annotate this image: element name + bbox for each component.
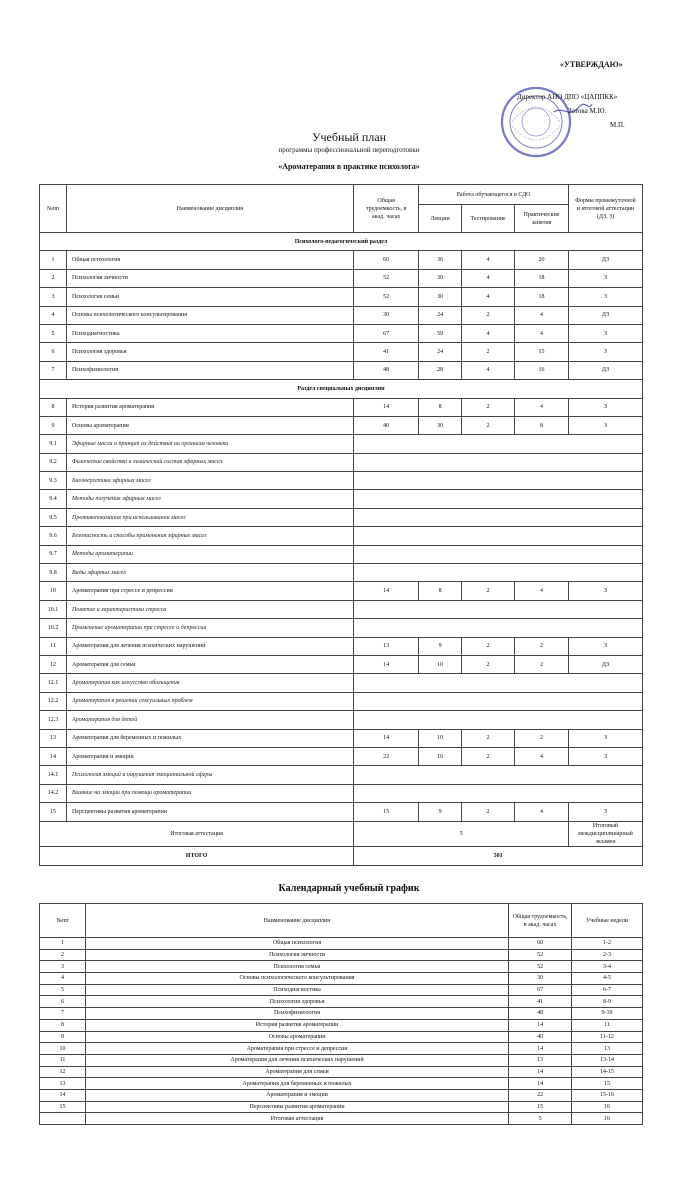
row-num: 9.3: [40, 472, 67, 490]
signature-name: Зотова М.Ю.: [568, 107, 607, 115]
row-practice: 18: [515, 269, 569, 287]
cal-row-name: Психология здоровья: [85, 996, 508, 1008]
cal-row-hours: 13: [509, 1054, 572, 1066]
cal-row-hours: 30: [509, 973, 572, 985]
table-row: [40, 637, 643, 655]
row-num: 9.8: [40, 564, 67, 582]
table-row: [40, 1019, 643, 1031]
cal-row-name: Итоговая аттестация: [85, 1113, 508, 1125]
header-lectures: Лекции: [419, 205, 462, 233]
row-practice: 4: [515, 747, 569, 765]
row-practice: 4: [515, 803, 569, 821]
row-form: З: [568, 416, 642, 434]
row-name: Основы психологического консультирования: [66, 306, 353, 324]
cal-row-hours: 40: [509, 1031, 572, 1043]
row-name: Перспективы развития ароматерапии: [66, 803, 353, 821]
header-hours: Общая трудоемкость, в акад. часах: [354, 185, 419, 233]
row-num: 7: [40, 361, 67, 379]
row-practice: 4: [515, 398, 569, 416]
cal-row-name: Ароматерапия для семьи: [85, 1066, 508, 1078]
cal-row-num: 14: [40, 1089, 86, 1101]
header-forms: Формы промежуточной и итоговой аттестации (ДЗ, З): [568, 185, 642, 233]
program-name: «Ароматерапия в практике психолога»: [278, 162, 420, 171]
cal-row-num: 9: [40, 1031, 86, 1043]
cal-row-num: 15: [40, 1101, 86, 1113]
row-practice: 18: [515, 288, 569, 306]
row-num: 15: [40, 803, 67, 821]
cal-row-name: Психология семьи: [85, 961, 508, 973]
cal-header-weeks: Учебные недели: [572, 904, 643, 938]
row-num: 11: [40, 637, 67, 655]
row-num: 14.1: [40, 766, 67, 784]
row-form: ДЗ: [568, 251, 642, 269]
row-lectures: 10: [419, 655, 462, 673]
row-num: 13: [40, 729, 67, 747]
table-row: [40, 1031, 643, 1043]
header-practice: Практические занятия: [515, 205, 569, 233]
row-testing: 4: [462, 288, 515, 306]
table-row: [40, 996, 643, 1008]
row-name: Психология эмоций и нарушения эмоциональной сферы: [66, 766, 353, 784]
table-row: [40, 1089, 643, 1101]
table-row: [40, 984, 643, 996]
row-form: З: [568, 729, 642, 747]
row-testing: 2: [462, 582, 515, 600]
row-hours: 52: [354, 288, 419, 306]
table-row: [40, 324, 643, 342]
cal-row-name: Перспективы развития ароматерапии: [85, 1101, 508, 1113]
row-num: 10: [40, 582, 67, 600]
cal-row-hours: 41: [509, 996, 572, 1008]
cal-row-weeks: 16: [572, 1101, 643, 1113]
table-row: [40, 619, 643, 637]
header-work: Работа обучающегося в СДО: [419, 185, 569, 205]
cal-row-hours: 15: [509, 1101, 572, 1113]
row-num: 12.1: [40, 674, 67, 692]
row-lectures: 30: [419, 269, 462, 287]
row-form: З: [568, 582, 642, 600]
table-row: [40, 582, 643, 600]
cal-row-weeks: 8-9: [572, 996, 643, 1008]
row-testing: 2: [462, 416, 515, 434]
cal-row-name: Общая психология: [85, 938, 508, 950]
calendar-table: [39, 903, 643, 1125]
row-lectures: 8: [419, 582, 462, 600]
row-num: 8: [40, 398, 67, 416]
row-num: 5: [40, 324, 67, 342]
row-form: З: [568, 803, 642, 821]
row-form: ДЗ: [568, 361, 642, 379]
row-name: Безопасность и способы применения эфирных масел: [66, 527, 353, 545]
cal-row-name: Ароматерапия при стрессе и депрессии: [85, 1043, 508, 1055]
row-num: 2: [40, 269, 67, 287]
cal-row-num: 13: [40, 1078, 86, 1090]
section-psych: [40, 233, 643, 251]
row-name: Биоэнергетика эфирных масел: [66, 472, 353, 490]
cal-row-hours: 14: [509, 1066, 572, 1078]
table-row: [40, 961, 643, 973]
row-testing: 2: [462, 803, 515, 821]
row-name: Методы ароматерапии: [66, 545, 353, 563]
row-testing: 2: [462, 655, 515, 673]
row-practice: 4: [515, 306, 569, 324]
row-testing: 4: [462, 361, 515, 379]
row-name: Методы получения эфирных масел: [66, 490, 353, 508]
row-num: 9.5: [40, 508, 67, 526]
row-hours: 30: [354, 306, 419, 324]
row-hours: 22: [354, 747, 419, 765]
row-name: Ароматерапия для лечения психических нарушений: [66, 637, 353, 655]
row-num: 4: [40, 306, 67, 324]
row-testing: 2: [462, 343, 515, 361]
cal-row-num: 8: [40, 1019, 86, 1031]
row-empty: [354, 472, 643, 490]
row-form: ДЗ: [568, 306, 642, 324]
cal-row-hours: 67: [509, 984, 572, 996]
row-empty: [354, 508, 643, 526]
row-num: 1: [40, 251, 67, 269]
table-row: [40, 729, 643, 747]
table-row: [40, 361, 643, 379]
cal-row-weeks: 11-12: [572, 1031, 643, 1043]
row-empty: [354, 527, 643, 545]
row-empty: [354, 545, 643, 563]
cal-row-hours: 14: [509, 1043, 572, 1055]
row-form: З: [568, 747, 642, 765]
cal-row-name: Ароматерапия для лечения психических нарушений: [85, 1054, 508, 1066]
row-num: 9: [40, 416, 67, 434]
row-name: Психофизиология: [66, 361, 353, 379]
total-row: [40, 846, 643, 865]
row-testing: 2: [462, 306, 515, 324]
cal-row-weeks: 14-15: [572, 1066, 643, 1078]
row-practice: 15: [515, 343, 569, 361]
row-name: Психодиагностика: [66, 324, 353, 342]
table-row: [40, 1113, 643, 1125]
cal-row-name: Ароматерапия и эмоции: [85, 1089, 508, 1101]
table-row: [40, 564, 643, 582]
row-name: Физические свойства и химический состав эфирных масел: [66, 453, 353, 471]
row-practice: 4: [515, 324, 569, 342]
table-row: [40, 938, 643, 950]
row-num: 14.2: [40, 784, 67, 802]
cal-row-hours: 5: [509, 1113, 572, 1125]
row-practice: 4: [515, 582, 569, 600]
row-empty: [354, 600, 643, 618]
table-row: [40, 508, 643, 526]
row-lectures: 9: [419, 637, 462, 655]
row-hours: 14: [354, 729, 419, 747]
table-row: [40, 711, 643, 729]
section-title: Психолого-педагогический раздел: [40, 233, 643, 251]
cal-row-weeks: 15: [572, 1078, 643, 1090]
row-num: 14: [40, 747, 67, 765]
cal-row-name: Психодиагностика: [85, 984, 508, 996]
cal-row-hours: 14: [509, 1019, 572, 1031]
cal-row-name: Основы психологического консультирования: [85, 973, 508, 985]
table-row: [40, 747, 643, 765]
cal-row-num: [40, 1113, 86, 1125]
curriculum-table: [39, 184, 643, 866]
director-line: Директор АНО ДПО «ЦАППКК»: [517, 93, 618, 101]
row-num: 12.2: [40, 692, 67, 710]
row-practice: 2: [515, 729, 569, 747]
row-practice: 16: [515, 361, 569, 379]
row-testing: 2: [462, 398, 515, 416]
total-label: ИТОГО: [40, 846, 354, 865]
cal-header-name: Наименование дисциплин: [85, 904, 508, 938]
row-practice: 2: [515, 637, 569, 655]
cal-row-num: 11: [40, 1054, 86, 1066]
row-num: 3: [40, 288, 67, 306]
cal-row-num: 2: [40, 949, 86, 961]
row-hours: 41: [354, 343, 419, 361]
cal-header-hours: Общая трудоемкость, в акад. часах: [509, 904, 572, 938]
row-num: 10.1: [40, 600, 67, 618]
cal-row-num: 3: [40, 961, 86, 973]
row-name: Ароматерапия в решении сексуальных проблем: [66, 692, 353, 710]
row-name: Эфирные масла и принцип их действия на организм человека: [66, 435, 353, 453]
row-num: 10.2: [40, 619, 67, 637]
cal-row-hours: 48: [509, 1008, 572, 1020]
section-title: Раздел специальных дисциплин: [40, 380, 643, 398]
row-hours: 14: [354, 655, 419, 673]
row-name: Психология личности: [66, 269, 353, 287]
row-form: З: [568, 288, 642, 306]
row-name: Противопоказания при использовании масел: [66, 508, 353, 526]
cal-row-hours: 52: [509, 949, 572, 961]
table-row: [40, 527, 643, 545]
table-row: [40, 1078, 643, 1090]
row-empty: [354, 674, 643, 692]
row-empty: [354, 766, 643, 784]
cal-row-weeks: 2-3: [572, 949, 643, 961]
cal-row-name: Психология личности: [85, 949, 508, 961]
row-lectures: 24: [419, 306, 462, 324]
row-hours: 14: [354, 582, 419, 600]
row-lectures: 59: [419, 324, 462, 342]
row-num: 9.2: [40, 453, 67, 471]
table-row: [40, 949, 643, 961]
table-row: [40, 803, 643, 821]
row-name: Психология здоровья: [66, 343, 353, 361]
table-row: [40, 766, 643, 784]
cal-header-num: №пп: [40, 904, 86, 938]
cal-row-name: История развития ароматерапии: [85, 1019, 508, 1031]
row-form: З: [568, 324, 642, 342]
cal-row-weeks: 13: [572, 1043, 643, 1055]
table-row: [40, 453, 643, 471]
header-num: №пп: [40, 185, 67, 233]
cal-row-weeks: 16: [572, 1113, 643, 1125]
cal-row-name: Ароматерапия для беременных и пожилых: [85, 1078, 508, 1090]
row-empty: [354, 784, 643, 802]
row-name: Понятие и характеристика стресса: [66, 600, 353, 618]
calendar-title: Календарный учебный график: [278, 883, 420, 894]
cal-row-weeks: 6-7: [572, 984, 643, 996]
cal-row-weeks: 9-10: [572, 1008, 643, 1020]
row-lectures: 24: [419, 343, 462, 361]
row-form: З: [568, 269, 642, 287]
table-row: [40, 674, 643, 692]
row-hours: 40: [354, 416, 419, 434]
table-row: [40, 1008, 643, 1020]
final-form: Итоговый междисциплинарный экзамен: [568, 821, 642, 846]
row-empty: [354, 564, 643, 582]
row-testing: 2: [462, 729, 515, 747]
row-lectures: 16: [419, 747, 462, 765]
section-special: [40, 380, 643, 398]
cal-row-weeks: 13-14: [572, 1054, 643, 1066]
cal-row-name: Основы ароматерапии: [85, 1031, 508, 1043]
table-row: [40, 269, 643, 287]
cal-row-hours: 60: [509, 938, 572, 950]
cal-row-name: Психофизиология: [85, 1008, 508, 1020]
row-hours: 67: [354, 324, 419, 342]
row-name: Психология семьи: [66, 288, 353, 306]
row-hours: 48: [354, 361, 419, 379]
cal-row-weeks: 4-5: [572, 973, 643, 985]
row-name: Применение ароматерапии при стрессе и депрессии: [66, 619, 353, 637]
cal-row-num: 12: [40, 1066, 86, 1078]
row-testing: 2: [462, 747, 515, 765]
header-name: Наименование дисциплин: [66, 185, 353, 233]
table-row: [40, 1043, 643, 1055]
row-num: 9.6: [40, 527, 67, 545]
row-empty: [354, 711, 643, 729]
row-empty: [354, 435, 643, 453]
row-form: З: [568, 637, 642, 655]
final-label: Итоговая аттестация: [40, 821, 354, 846]
table-row: [40, 692, 643, 710]
row-num: 12: [40, 655, 67, 673]
row-name: Виды эфирных масел: [66, 564, 353, 582]
row-num: 9.7: [40, 545, 67, 563]
row-lectures: 30: [419, 288, 462, 306]
row-name: Ароматерапия для беременных и пожилых: [66, 729, 353, 747]
row-hours: 13: [354, 637, 419, 655]
cal-row-num: 10: [40, 1043, 86, 1055]
row-form: ДЗ: [568, 655, 642, 673]
row-name: Общая психология: [66, 251, 353, 269]
row-form: З: [568, 343, 642, 361]
row-name: Ароматерапия и эмоции: [66, 747, 353, 765]
row-name: Ароматерапия при стрессе и депрессии: [66, 582, 353, 600]
approval-label: «УТВЕРЖДАЮ»: [560, 60, 623, 69]
seal-label: М.П.: [610, 121, 625, 129]
document-title: Учебный план: [311, 130, 387, 144]
row-name: Влияние на эмоции при помощи ароматерапии: [66, 784, 353, 802]
table-row: [40, 1101, 643, 1113]
row-name: История развития ароматерапии: [66, 398, 353, 416]
row-empty: [354, 490, 643, 508]
final-attestation-row: [40, 821, 643, 846]
cal-row-hours: 52: [509, 961, 572, 973]
row-practice: 20: [515, 251, 569, 269]
final-hours: 5: [354, 821, 569, 846]
document-subtitle: программы профессиональной переподготовки: [278, 146, 420, 154]
table-row: [40, 306, 643, 324]
table-row: [40, 784, 643, 802]
row-empty: [354, 619, 643, 637]
row-testing: 4: [462, 324, 515, 342]
cal-row-num: 4: [40, 973, 86, 985]
cal-row-weeks: 1-2: [572, 938, 643, 950]
cal-row-weeks: 11: [572, 1019, 643, 1031]
row-testing: 2: [462, 637, 515, 655]
header-testing: Тестирование: [462, 205, 515, 233]
cal-row-hours: 14: [509, 1078, 572, 1090]
row-name: Ароматерапия для детей: [66, 711, 353, 729]
row-hours: 14: [354, 398, 419, 416]
cal-row-weeks: 3-4: [572, 961, 643, 973]
row-hours: 52: [354, 269, 419, 287]
table-row: [40, 288, 643, 306]
row-hours: 15: [354, 803, 419, 821]
row-lectures: 10: [419, 729, 462, 747]
table-row: [40, 435, 643, 453]
row-name: Ароматерапия для семьи: [66, 655, 353, 673]
table-row: [40, 655, 643, 673]
row-name: Ароматерапия как искусство обольщения: [66, 674, 353, 692]
row-num: 6: [40, 343, 67, 361]
table-row: [40, 600, 643, 618]
row-lectures: 36: [419, 251, 462, 269]
row-name: Основы ароматерапии: [66, 416, 353, 434]
cal-row-num: 1: [40, 938, 86, 950]
table-row: [40, 1066, 643, 1078]
row-testing: 4: [462, 269, 515, 287]
row-num: 9.4: [40, 490, 67, 508]
cal-row-weeks: 15-16: [572, 1089, 643, 1101]
cal-row-num: 6: [40, 996, 86, 1008]
table-row: [40, 472, 643, 490]
row-practice: 8: [515, 416, 569, 434]
row-num: 9.1: [40, 435, 67, 453]
row-form: З: [568, 398, 642, 416]
table-row: [40, 973, 643, 985]
total-hours: 501: [354, 846, 643, 865]
row-testing: 4: [462, 251, 515, 269]
table-row: [40, 490, 643, 508]
row-empty: [354, 453, 643, 471]
table-row: [40, 343, 643, 361]
row-lectures: 8: [419, 398, 462, 416]
row-num: 12.3: [40, 711, 67, 729]
row-lectures: 28: [419, 361, 462, 379]
cal-row-num: 7: [40, 1008, 86, 1020]
row-lectures: 9: [419, 803, 462, 821]
cal-row-hours: 22: [509, 1089, 572, 1101]
row-empty: [354, 692, 643, 710]
table-row: [40, 1054, 643, 1066]
row-practice: 2: [515, 655, 569, 673]
table-row: [40, 416, 643, 434]
table-row: [40, 251, 643, 269]
cal-row-num: 5: [40, 984, 86, 996]
table-row: [40, 545, 643, 563]
row-lectures: 30: [419, 416, 462, 434]
row-hours: 60: [354, 251, 419, 269]
table-row: [40, 398, 643, 416]
